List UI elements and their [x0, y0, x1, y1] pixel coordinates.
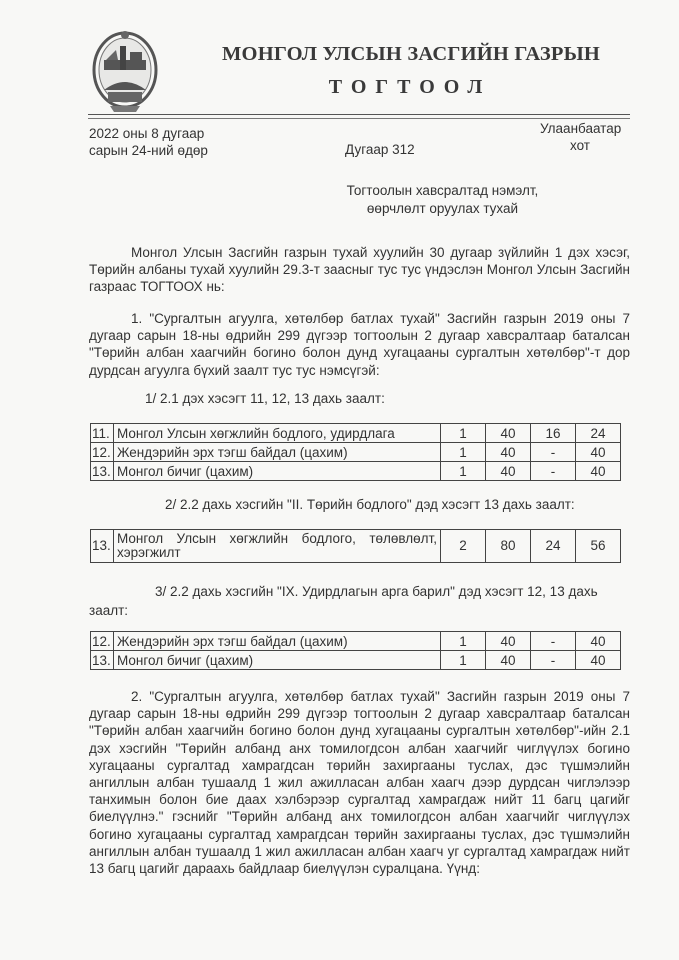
cell-hours-self-study: 40	[576, 443, 621, 462]
row-number: 12.	[91, 632, 114, 651]
table-row	[91, 632, 621, 651]
date-line-2: сарын 24-ний өдөр	[89, 143, 208, 158]
row-number: 13.	[91, 462, 114, 481]
city-line-1: Улаанбаатар	[540, 121, 622, 136]
cell-hours-total: 40	[486, 462, 531, 481]
row-title: Жендэрийн эрх тэгш байдал (цахим)	[114, 443, 441, 462]
state-emblem-icon	[90, 30, 160, 112]
row-number: 12.	[91, 443, 114, 462]
cell-hours-classroom: -	[531, 462, 576, 481]
document-number: Дугаар 312	[345, 142, 415, 157]
row-title: Монгол Улсын хөгжлийн бодлого, удирдлага	[114, 424, 441, 443]
row-title: Монгол Улсын хөгжлийн бодлого, төлөвлөлт, хэрэгжилт	[114, 530, 441, 563]
cell-hours-classroom: 24	[531, 530, 576, 563]
sub-3-heading-line-1: 3/ 2.2 дахь хэсгийн "IX. Удирдлагын арга барил" дэд хэсэгт 12, 13 дахь	[155, 584, 598, 599]
cell-hours-total: 40	[486, 443, 531, 462]
cell-credits: 1	[441, 443, 486, 462]
cell-hours-self-study: 40	[576, 632, 621, 651]
document-date	[89, 125, 208, 159]
cell-credits: 1	[441, 632, 486, 651]
table-row	[91, 651, 621, 670]
table-row	[91, 443, 621, 462]
table-sub-2	[90, 529, 621, 563]
cell-hours-total: 80	[486, 530, 531, 563]
table-sub-1	[90, 423, 621, 481]
cell-hours-total: 40	[486, 424, 531, 443]
cell-hours-total: 40	[486, 651, 531, 670]
header-divider	[88, 114, 630, 119]
preamble-text: Монгол Улсын Засгийн газрын тухай хуулийн 30 дугаар зүйлийн 1 дэх хэсэг, Төрийн албаны тухай хуулийн 29.3-т заасныг тус тус үндэслэн Монгол Улсын Засгийн газраас ТОГТООХ нь:	[89, 245, 630, 295]
date-line-1: 2022 оны 8 дугаар	[89, 126, 205, 141]
row-number: 13.	[91, 651, 114, 670]
row-number: 13.	[91, 530, 114, 563]
cell-hours-classroom: -	[531, 651, 576, 670]
table-sub-3	[90, 631, 621, 670]
section-1-text: 1. "Сургалтын агуулга, хөтөлбөр батлах тухай" Засгийн газрын 2019 оны 7 дугаар сарын 18-ны өдрийн 299 дүгээр тогтоолын 2 дугаар хавсралтаар баталсан "Төрийн албан хаагчийн богино болон дунд хугацааны сургалтын хөтөлбөр"-т дор дурдсан агуулга бүхий заалт тус тус нэмсүгэй:	[89, 311, 630, 378]
row-number: 11.	[91, 424, 114, 443]
sub-1-heading: 1/ 2.1 дэх хэсэгт 11, 12, 13 дахь заалт:	[145, 391, 385, 406]
cell-hours-classroom: -	[531, 632, 576, 651]
section-1-paragraph	[89, 310, 630, 379]
document-city	[540, 120, 620, 154]
sub-2-heading: 2/ 2.2 дахь хэсгийн "II. Төрийн бодлого" дэд хэсэгт 13 дахь заалт:	[165, 497, 575, 512]
table-row	[91, 530, 621, 563]
preamble-paragraph	[89, 244, 630, 296]
document-subject	[300, 182, 585, 218]
cell-hours-self-study: 40	[576, 462, 621, 481]
organization-title: МОНГОЛ УЛСЫН ЗАСГИЙН ГАЗРЫН	[222, 43, 601, 65]
cell-hours-total: 40	[486, 632, 531, 651]
cell-hours-self-study: 24	[576, 424, 621, 443]
city-line-2: хот	[570, 138, 590, 153]
cell-credits: 1	[441, 651, 486, 670]
row-title: Жендэрийн эрх тэгш байдал (цахим)	[114, 632, 441, 651]
row-title: Монгол бичиг (цахим)	[114, 462, 441, 481]
subject-line-2: өөрчлөлт оруулах тухай	[366, 201, 519, 216]
subject-line-1: Тогтоолын хавсралтад нэмэлт,	[346, 183, 539, 198]
document-type: ТОГТООЛ	[328, 76, 492, 98]
row-title: Монгол бичиг (цахим)	[114, 651, 441, 670]
cell-hours-self-study: 40	[576, 651, 621, 670]
section-2-text: 2. "Сургалтын агуулга, хөтөлбөр батлах тухай" Засгийн газрын 2019 оны 7 дугаар сарын 18-ны өдрийн 299 дүгээр тогтоолын 2 дугаар хавсралтаар баталсан "Төрийн албан хаагчийн богино болон дунд хугацааны сургалтын хөтөлбөр"-ийн 2.1 дэх хэсгийн "Төрийн албанд анх томилогдсон албан хаагчийг чиглүүлэх богино хугацааны сургалтад хамрагдсан төрийн захиргааны туслах, дэс түшмэлийн ангиллын албан тушаалд 1 жил ажилласан албан хаагч дээр дурдсан чиглэлээр танхимын болон бие даах хэлбэрээр сургалтад хамрагдаж нийт 11 багц цагийг биелүүлнэ." гэснийг "Төрийн албанд анх томилогдсон албан хаагчийг чиглүүлэх богино хугацааны сургалтад хамрагдсан төрийн захиргааны туслах, дэс түшмэлийн ангиллын албан тушаалд 1 жил ажилласан албан хаагч уг сургалтад хамрагдаж нийт 13 багц цагийг дараахь байдлаар биелүүлэн суралцана. Үүнд:	[89, 689, 630, 877]
sub-3-heading-line-2: заалт:	[89, 603, 129, 618]
cell-credits: 1	[441, 462, 486, 481]
section-2-paragraph	[89, 688, 630, 877]
cell-hours-self-study: 56	[576, 530, 621, 563]
cell-credits: 1	[441, 424, 486, 443]
cell-hours-classroom: 16	[531, 424, 576, 443]
table-row	[91, 462, 621, 481]
table-row	[91, 424, 621, 443]
cell-hours-classroom: -	[531, 443, 576, 462]
cell-credits: 2	[441, 530, 486, 563]
